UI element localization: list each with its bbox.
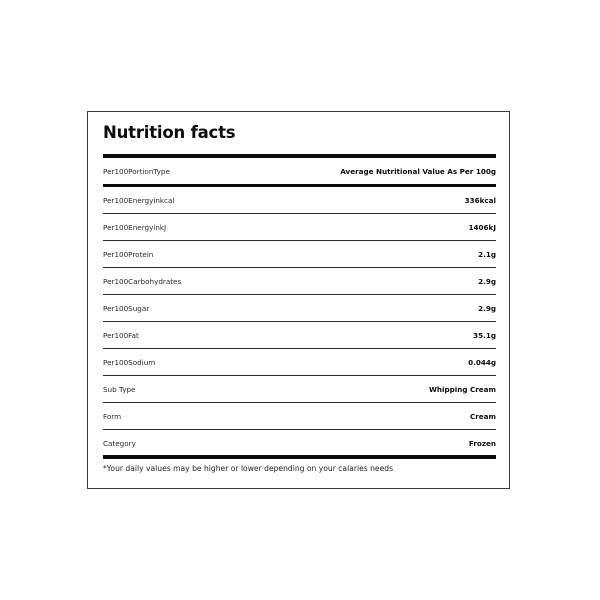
row-label-protein: Per100Protein bbox=[103, 249, 154, 259]
nutrition-facts-title: Nutrition facts bbox=[103, 123, 236, 142]
row-value-fat: 35.1g bbox=[473, 330, 496, 340]
nutrition-table bbox=[103, 158, 496, 457]
row-label-energy-kcal: Per100Energyinkcal bbox=[103, 195, 175, 205]
nutrition-row bbox=[103, 187, 496, 214]
nutrition-row bbox=[103, 214, 496, 241]
row-value-energy-kj: 1406kJ bbox=[468, 222, 496, 232]
row-label-sodium: Per100Sodium bbox=[103, 357, 156, 367]
header-value: Average Nutritional Value As Per 100g bbox=[340, 166, 496, 176]
nutrition-row bbox=[103, 322, 496, 349]
nutrition-row bbox=[103, 295, 496, 322]
header-label: Per100PortionType bbox=[103, 166, 170, 176]
row-value-protein: 2.1g bbox=[478, 249, 496, 259]
row-value-form: Cream bbox=[469, 411, 496, 421]
row-label-category: Category bbox=[103, 439, 136, 448]
row-label-sub-type: Sub Type bbox=[103, 384, 136, 394]
row-value-sugar: 2.9g bbox=[478, 303, 496, 313]
nutrition-row bbox=[103, 268, 496, 295]
row-value-sodium: 0.044g bbox=[468, 357, 496, 367]
nutrition-header-row bbox=[103, 158, 496, 187]
nutrition-row bbox=[103, 403, 496, 430]
daily-values-footnote: *Your daily values may be higher or lower depending on your calaries needs bbox=[103, 464, 394, 473]
row-value-energy-kcal: 336kcal bbox=[464, 195, 496, 205]
row-label-sugar: Per100Sugar bbox=[103, 303, 150, 313]
nutrition-row bbox=[103, 430, 496, 457]
nutrition-row bbox=[103, 376, 496, 403]
row-label-carbohydrates: Per100Carbohydrates bbox=[103, 276, 182, 286]
nutrition-facts-panel bbox=[87, 111, 510, 489]
bottom-thick-divider bbox=[103, 455, 496, 459]
row-label-form: Form bbox=[103, 411, 122, 421]
row-value-sub-type: Whipping Cream bbox=[428, 384, 496, 394]
row-value-carbohydrates: 2.9g bbox=[478, 276, 496, 286]
row-label-fat: Per100Fat bbox=[103, 330, 139, 340]
row-value-category: Frozen bbox=[468, 439, 496, 448]
nutrition-row bbox=[103, 349, 496, 376]
nutrition-row bbox=[103, 241, 496, 268]
row-label-energy-kj: Per100EnergyinkJ bbox=[103, 222, 167, 232]
